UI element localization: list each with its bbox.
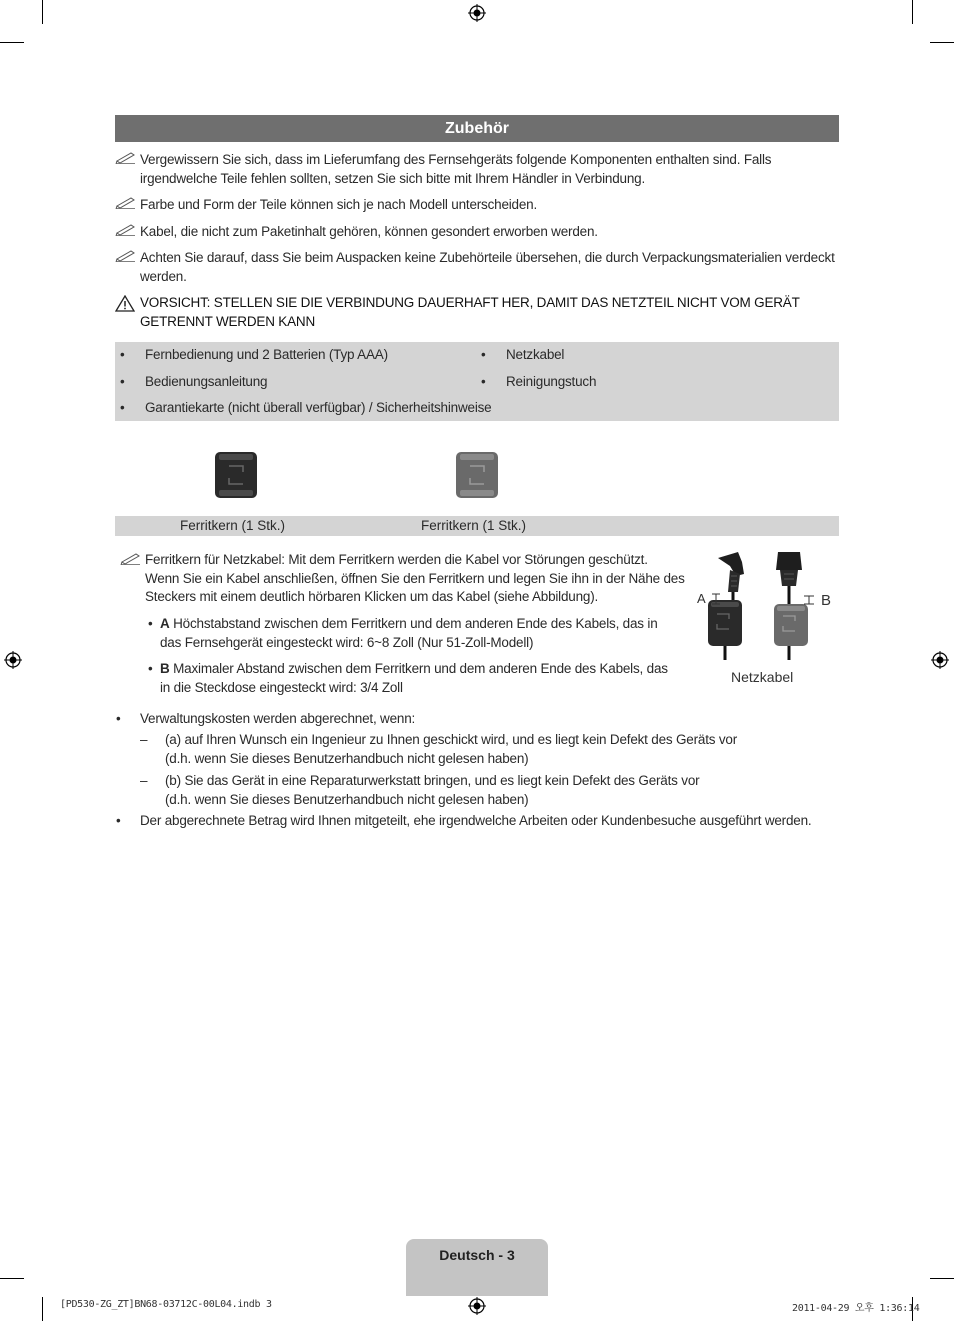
crop-mark (42, 1297, 43, 1321)
pencil-note-icon (115, 150, 137, 164)
pencil-note-icon (115, 248, 137, 262)
ferrite-label: Ferritkern (1 Stk.) (180, 518, 286, 533)
note-item (115, 248, 839, 286)
dash-symbol: – (140, 732, 148, 747)
dash-symbol: – (140, 773, 148, 788)
costs-item-text: (d.h. wenn Sie dieses Benutzerhandbuch nicht gelesen haben) (165, 751, 529, 766)
crop-mark (0, 42, 24, 43)
ferrite-a-text: das Fernsehgerät eingesteckt wird: 6~8 Zoll (Nur 51-Zoll-Modell) (160, 635, 534, 650)
footer-date-info: 2011-04-29 오후 1:36:14 (792, 1303, 920, 1314)
note-text: werden. (140, 269, 187, 284)
crop-mark (0, 1278, 24, 1279)
costs-item-text: (d.h. wenn Sie dieses Benutzerhandbuch nicht gelesen haben) (165, 792, 529, 807)
component-label: Garantiekarte (nicht überall verfügbar) / Sicherheitshinweise (145, 400, 492, 415)
costs-item-text: (b) Sie das Gerät in eine Reparaturwerkstatt bringen, und es liegt kein Defekt des Geräts vor (165, 773, 700, 788)
ferrite-a-text: Höchstabstand zwischen dem Ferritkern und dem anderen Ende des Kabels, das in (173, 616, 658, 631)
pencil-note-icon (115, 222, 137, 236)
note-text: Kabel, die nicht zum Paketinhalt gehören, können gesondert erworben werden. (140, 224, 598, 239)
warning-triangle-icon (115, 295, 135, 312)
crop-mark (912, 0, 913, 24)
crop-mark (930, 42, 954, 43)
ferrite-b-key: B (160, 661, 170, 676)
registration-mark-icon (4, 651, 22, 669)
figure-label-a: A (697, 591, 706, 606)
bullet-symbol: • (148, 661, 153, 676)
note-item (115, 222, 839, 241)
ferrite-b-text: Maximaler Abstand zwischen dem Ferritkern und dem anderen Ende des Kabels, das (173, 661, 668, 676)
component-label: Reinigungstuch (506, 374, 597, 389)
footer-file-info: [PD530-ZG_ZT]BN68-03712C-00L04.indb 3 (60, 1299, 272, 1310)
bullet-symbol: • (116, 813, 121, 828)
component-label: Fernbedienung und 2 Batterien (Typ AAA) (145, 347, 388, 362)
ferrite-b-item (160, 659, 668, 678)
bullet-symbol: • (116, 711, 121, 726)
crop-mark (42, 0, 43, 24)
ferrite-core-grey-image (454, 450, 500, 500)
ferrite-a-item (160, 614, 658, 633)
ferrite-note-text: Wenn Sie ein Kabel anschließen, öffnen Sie den Ferritkern und legen Sie ihn in der Nähe des (145, 571, 685, 586)
costs-intro: Verwaltungskosten werden abgerechnet, wenn: (140, 711, 416, 726)
caution-notice (115, 293, 839, 331)
note-item (115, 150, 839, 188)
caution-text: VORSICHT: STELLEN SIE DIE VERBINDUNG DAUERHAFT HER, DAMIT DAS NETZTEIL NICHT VOM GERÄT (140, 295, 800, 310)
component-label: Netzkabel (506, 347, 565, 362)
registration-mark-icon (468, 4, 486, 22)
caution-text: GETRENNT WERDEN KANN (140, 314, 316, 329)
note-text: Vergewissern Sie sich, dass im Lieferumfang des Fernsehgeräts folgende Komponenten enthalten sind. Falls (140, 152, 772, 167)
ferrite-note-text: Steckers mit einem deutlich hörbaren Klicken um das Kabel (siehe Abbildung). (145, 589, 599, 604)
pencil-note-icon (115, 195, 137, 209)
power-cord-figure (700, 548, 840, 663)
page-number-tab (406, 1239, 548, 1296)
note-item (115, 195, 839, 214)
note-text: irgendwelche Teile fehlen sollten, setzen Sie sich bitte mit Ihrem Händler in Verbindung. (140, 171, 645, 186)
costs-final: Der abgerechnete Betrag wird Ihnen mitgeteilt, ehe irgendwelche Arbeiten oder Kundenbesuche ausgeführt werden. (140, 813, 812, 828)
page-number: Deutsch - 3 (439, 1247, 515, 1263)
section-title: Zubehör (115, 115, 839, 142)
ferrite-note-text: Ferritkern für Netzkabel: Mit dem Ferritkern werden die Kabel vor Störungen geschützt. (145, 552, 648, 567)
ferrite-core-black-image (213, 450, 259, 500)
ferrite-a-key: A (160, 616, 170, 631)
costs-item-text: (a) auf Ihren Wunsch ein Ingenieur zu Ihnen geschickt wird, und es liegt kein Defekt des Geräts vor (165, 732, 738, 747)
pencil-note-icon (120, 551, 142, 565)
crop-mark (930, 1278, 954, 1279)
ferrite-b-text: in die Steckdose eingesteckt wird: 3/4 Zoll (160, 680, 403, 695)
component-label: Bedienungsanleitung (145, 374, 268, 389)
figure-caption: Netzkabel (731, 669, 794, 685)
ferrite-label: Ferritkern (1 Stk.) (421, 518, 527, 533)
note-text: Farbe und Form der Teile können sich je nach Modell unterscheiden. (140, 197, 538, 212)
bullet-symbol: • (148, 616, 153, 631)
note-text: Achten Sie darauf, dass Sie beim Auspacken keine Zubehörteile übersehen, die durch Verpackungsmaterialien verdeckt (140, 250, 835, 265)
registration-mark-icon (468, 1297, 486, 1315)
registration-mark-icon (931, 651, 949, 669)
figure-label-b: B (821, 592, 832, 609)
